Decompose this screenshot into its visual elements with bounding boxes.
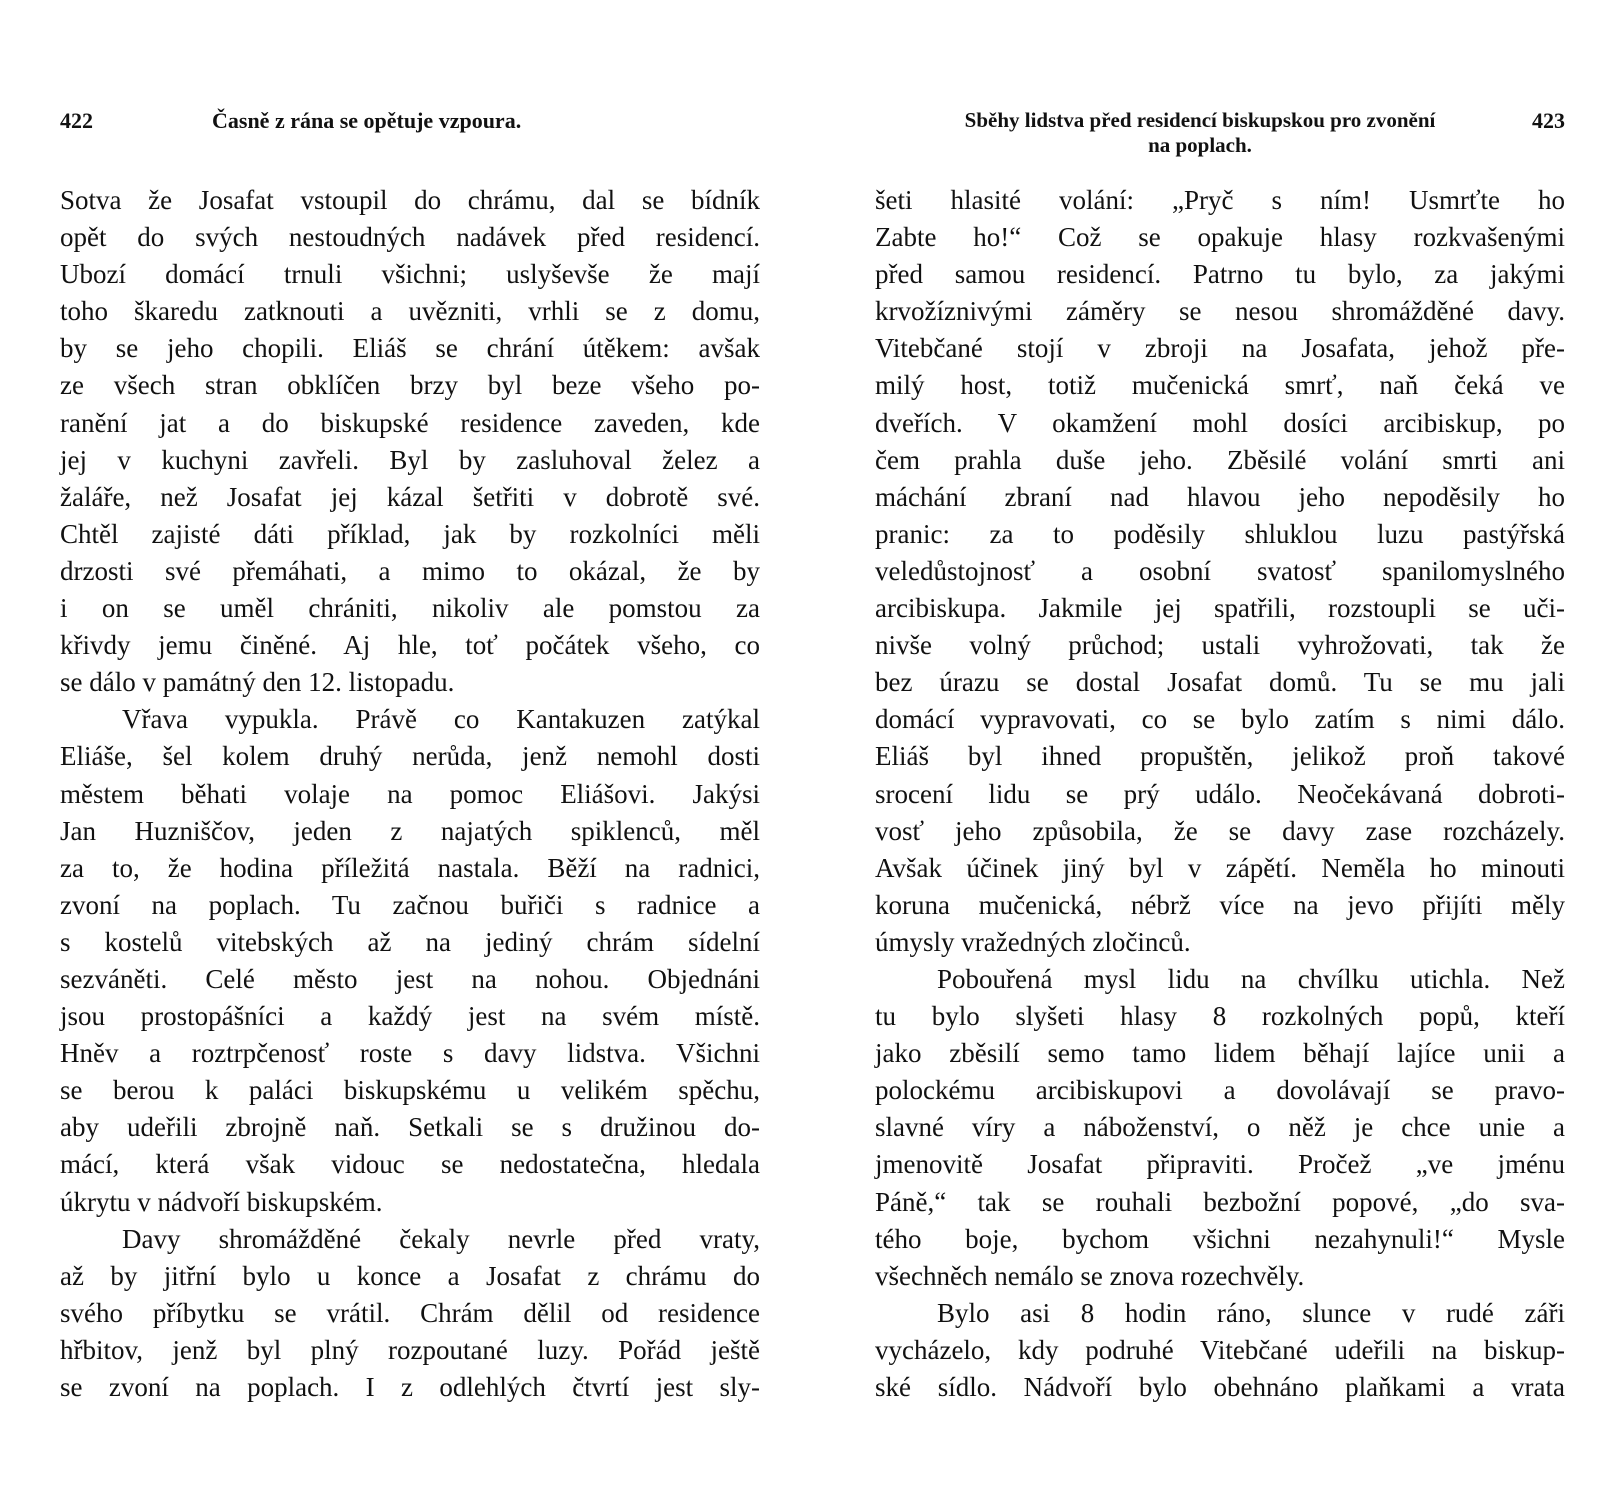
text-line: šeti hlasité volání: „Pryč s ním! Usmrťte ho (875, 185, 1565, 215)
text-line: domácí vypravovati, co se bylo zatím s nimi dálo. (875, 704, 1565, 735)
text-line: drzosti své přemáhati, a mimo to okázal, že by (60, 555, 760, 586)
text-line: Chtěl zajisté dáti příklad, jak by rozkolníci měli (60, 518, 760, 549)
left-body-text (60, 182, 760, 1406)
text-line: jako zběsilí semo tamo lidem běhají lajíce unii a (875, 1038, 1565, 1069)
right-running-title-line2: na poplach. (1148, 133, 1252, 157)
text-line: Davy shromážděné čekaly nevrle před vraty, (122, 1223, 760, 1254)
text-line: aby udeřili zbrojně naň. Setkali se s družinou do- (60, 1112, 760, 1143)
text-line: by se jeho chopili. Eliáš se chrání útěkem: avšak (60, 333, 760, 364)
right-running-title (875, 108, 1565, 158)
text-line: máchání zbraní nad hlavou jeho nepoděsily ho (875, 481, 1565, 512)
text-line: koruna mučenická, nébrž více na jevo přijíti měly (875, 889, 1565, 920)
text-line: ské sídlo. Nádvoří bylo obehnáno plaňkami a vrata (875, 1372, 1565, 1402)
text-line: ze všech stran obklíčen brzy byl beze všeho po- (60, 370, 760, 401)
text-line: až by jitřní bylo u konce a Josafat z chrámu do (60, 1260, 760, 1291)
text-line: jmenovitě Josafat připraviti. Pročež „ve jménu (875, 1149, 1565, 1180)
text-line: Eliáš byl ihned propuštěn, jelikož proň takové (875, 741, 1565, 772)
text-line: všechněch nemálo se znova rozechvěly. (875, 1260, 1305, 1291)
text-line: ranění jat a do biskupské residence zaveden, kde (60, 407, 760, 438)
text-line: žalářе, než Josafat jej kázal šetřiti v dobrotě své. (60, 481, 760, 512)
right-page-number: 423 (1532, 108, 1565, 133)
text-line: se zvoní na poplach. I z odlehlých čtvrtí jest sly- (60, 1372, 760, 1402)
text-line: Ubozí domácí trnuli všichni; uslyševše že mají (60, 259, 760, 290)
text-line: úkrytu v nádvoří biskupském. (60, 1186, 383, 1217)
text-line: jsou prostopášníci a každý jest na svém místě. (60, 1001, 760, 1032)
text-line: Eliáše, šel kolem druhý nerůda, jenž nemohl dosti (60, 741, 760, 772)
right-running-title-line1: Sběhy lidstva před residencí biskupskou pro zvonění (964, 108, 1436, 132)
text-line: čem prahla duše jeho. Zběsilé volání smrti ani (875, 444, 1565, 475)
text-line: svého příbytku se vrátil. Chrám dělil od residence (60, 1297, 760, 1328)
text-line: vycházelo, kdy podruhé Vitebčané udeřili na biskup- (875, 1334, 1565, 1365)
text-line: opět do svých nestoudných nadávek před residencí. (60, 222, 760, 253)
text-line: Hněv a roztrpčenosť roste s davy lidstva. Všichni (60, 1038, 760, 1069)
text-line: tu bylo slyšeti hlasy 8 rozkolných popů, kteří (875, 1001, 1565, 1032)
text-line: městem běhati volaje na pomoc Eliášovi. Jakýsi (60, 778, 760, 809)
text-line: křivdy jemu činěné. Aj hle, toť počátek všeho, co (60, 630, 760, 661)
text-line: Zabte ho!“ Což se opakuje hlasy rozkvašenými (875, 222, 1565, 253)
text-line: před samou residencí. Patrno tu bylo, za jakými (875, 259, 1565, 290)
text-line: dveřích. V okamžení mohl dosíci arcibiskup, po (875, 407, 1565, 438)
text-line: zvoní na poplach. Tu začnou buřiči s radnice a (60, 889, 760, 920)
text-line: hřbitov, jenž byl plný rozpoutané luzy. Pořád ještě (60, 1334, 760, 1365)
text-line: srocení lidu se prý událo. Neočekávaná dobroti- (875, 778, 1565, 809)
text-line: s kostelů vitebských až na jediný chrám sídelní (60, 926, 760, 957)
right-body-text (875, 182, 1565, 1406)
text-line: úmysly vražedných zločinců. (875, 926, 1191, 957)
text-line: Vřava vypukla. Právě co Kantakuzen zatýkal (122, 704, 760, 735)
text-line: Avšak účinek jiný byl v zápětí. Neměla ho minouti (875, 852, 1565, 883)
text-line: Vitebčané stojí v zbroji na Josafata, jehož pře- (875, 333, 1565, 364)
text-line: bez úrazu se dostal Josafat domů. Tu se mu jali (875, 667, 1565, 698)
left-running-title: Časně z rána se opětuje vzpoura. (212, 108, 522, 133)
text-line: sezváněti. Celé město jest na nohou. Objednáni (60, 963, 760, 994)
text-line: Jan Huzniščov, jeden z najatých spiklenců, měl (60, 815, 760, 846)
text-line: veledůstojnosť a osobní svatosť spanilomyslného (875, 555, 1565, 586)
text-line: tého boje, bychom všichni nezahynuli!“ Mysle (875, 1223, 1565, 1254)
text-line: mácí, která však vidouc se nedostatečna, hledala (60, 1149, 760, 1180)
text-line: Páně,“ tak se rouhali bezbožní popové, „do sva- (875, 1186, 1565, 1217)
right-running-head (875, 108, 1565, 158)
text-line: vosť jeho způsobila, že se davy zase rozcházely. (875, 815, 1565, 846)
text-line: Bylo asi 8 hodin ráno, slunce v rudé záři (937, 1297, 1565, 1328)
text-line: Pobouřená mysl lidu na chvílku utichla. Než (937, 963, 1565, 994)
text-line: i on se uměl chrániti, nikoliv ale pomstou za (60, 593, 760, 624)
text-line: pranic: za to poděsily shluklou luzu pastýřská (875, 518, 1565, 549)
text-line: Sotva že Josafat vstoupil do chrámu, dal se bídník (60, 185, 760, 215)
left-page-number: 422 (60, 108, 93, 133)
text-line: polockému arcibiskupovi a dovolávají se pravo- (875, 1075, 1565, 1106)
text-line: milý host, totiž mučenická smrť, naň čeká ve (875, 370, 1565, 401)
text-line: krvožíznivými záměry se nesou shromážděné davy. (875, 296, 1565, 327)
text-line: se berou k paláci biskupskému u velikém spěchu, (60, 1075, 760, 1106)
text-line: jej v kuchyni zavřeli. Byl by zasluhoval želez a (60, 444, 760, 475)
text-line: slavné víry a náboženství, o něž je chce unie a (875, 1112, 1565, 1143)
text-line: arcibiskupa. Jakmile jej spatřili, rozstoupli se uči- (875, 593, 1565, 624)
text-line: toho škaredu zatknouti a uvězniti, vrhli se z domu, (60, 296, 760, 327)
text-line: se dálo v památný den 12. listopadu. (60, 667, 455, 698)
text-line: nivše volný průchod; ustali vyhrožovati, tak že (875, 630, 1565, 661)
text-line: za to, že hodina příležitá nastala. Běží na radnici, (60, 852, 760, 883)
